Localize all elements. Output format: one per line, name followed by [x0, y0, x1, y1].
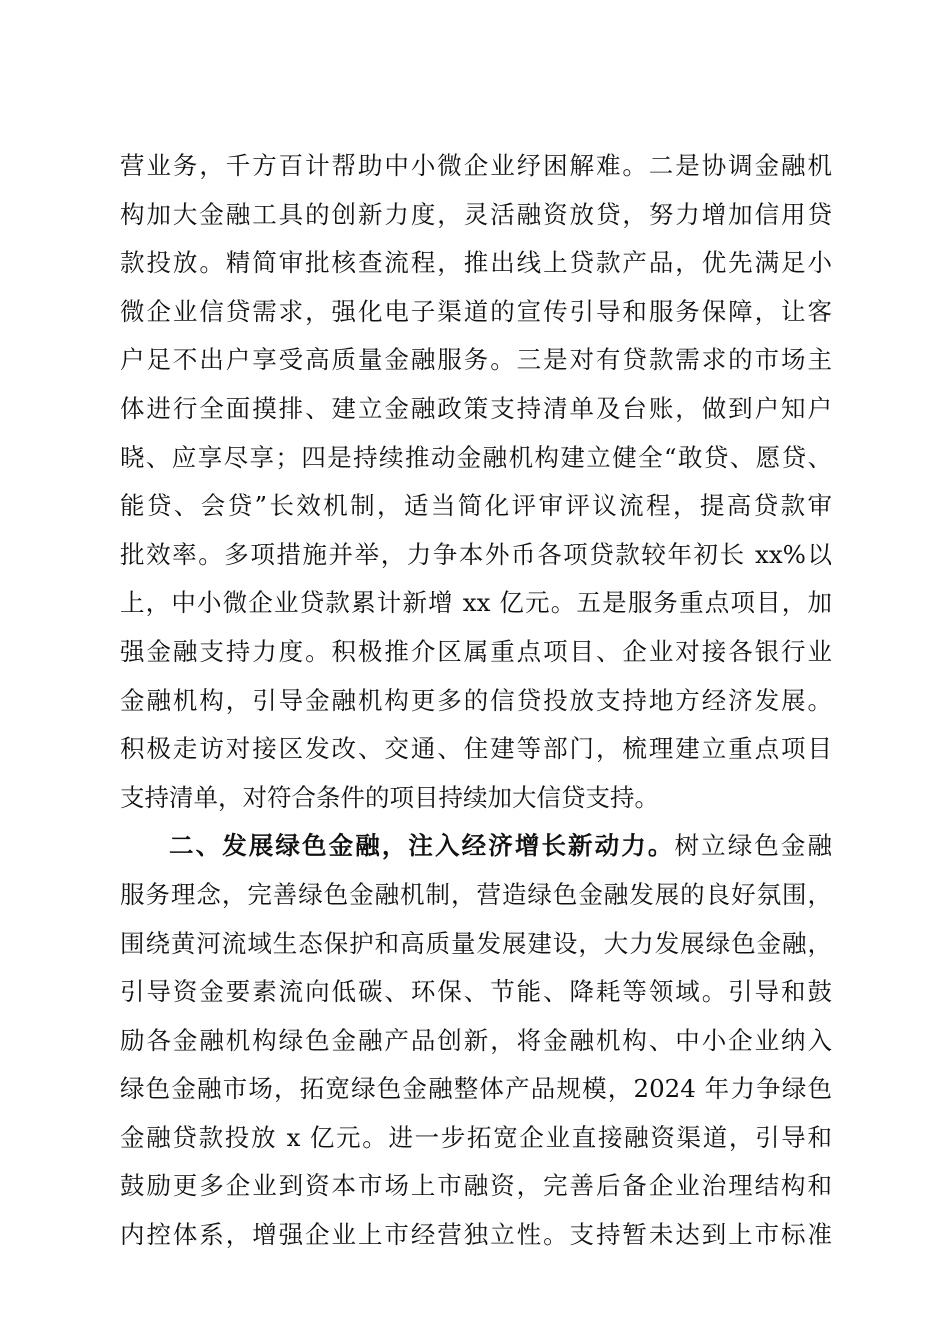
text-line: 批效率。多项措施并举，力争本外币各项贷款较年初长 xx%以: [120, 539, 832, 569]
text-line: 上，中小微企业贷款累计新增 xx 亿元。五是服务重点项目，加: [120, 588, 832, 618]
section-heading: 二、发展绿色金融，注入经济增长新动力。: [169, 831, 675, 861]
text-line: 励各金融机构绿色金融产品创新，将金融机构、中小企业纳入: [120, 1025, 832, 1055]
text-line: 能贷、会贷”长效机制，适当简化评审评议流程，提高贷款审: [120, 491, 832, 521]
text-line: 鼓励更多企业到资本市场上市融资，完善后备企业治理结构和: [120, 1171, 832, 1201]
text-line: 引导资金要素流向低碳、环保、节能、降耗等领域。引导和鼓: [120, 977, 832, 1007]
text-line: 支持清单，对符合条件的项目持续加大信贷支持。: [120, 782, 659, 812]
text-line: 款投放。精简审批核查流程，推出线上贷款产品，优先满足小: [120, 248, 832, 278]
text-line: 金融机构，引导金融机构更多的信贷投放支持地方经济发展。: [120, 685, 832, 715]
text-line: 微企业信贷需求，强化电子渠道的宣传引导和服务保障，让客: [120, 296, 832, 326]
paragraph-1: [120, 142, 832, 822]
text-line: 积极走访对接区发改、交通、住建等部门，梳理建立重点项目: [120, 734, 832, 764]
paragraph-2: [120, 822, 832, 1259]
heading-continuation: 树立绿色金融: [674, 831, 833, 861]
text-line: 强金融支持力度。积极推介区属重点项目、企业对接各银行业: [120, 636, 832, 666]
text-line: 绿色金融市场，拓宽绿色金融整体产品规模，2024 年力争绿色: [120, 1074, 832, 1104]
text-line: 服务理念，完善绿色金融机制，营造绿色金融发展的良好氛围，: [120, 879, 832, 909]
text-line: 围绕黄河流域生态保护和高质量发展建设，大力发展绿色金融，: [120, 928, 832, 958]
text-line: 内控体系，增强企业上市经营独立性。支持暂未达到上市标准: [120, 1220, 832, 1250]
text-line: 户足不出户享受高质量金融服务。三是对有贷款需求的市场主: [120, 345, 832, 375]
paragraph-2-first-line: [120, 822, 832, 871]
text-line: 晓、应享尽享；四是持续推动金融机构建立健全“敢贷、愿贷、: [120, 442, 832, 472]
text-line: 构加大金融工具的创新力度，灵活融资放贷，努力增加信用贷: [120, 199, 832, 229]
text-line: 营业务，千方百计帮助中小微企业纾困解难。二是协调金融机: [120, 151, 832, 180]
body-text: [120, 142, 832, 1260]
text-line: 金融贷款投放 x 亿元。进一步拓宽企业直接融资渠道，引导和: [120, 1122, 832, 1152]
text-line: 体进行全面摸排、建立金融政策支持清单及台账，做到户知户: [120, 393, 832, 423]
